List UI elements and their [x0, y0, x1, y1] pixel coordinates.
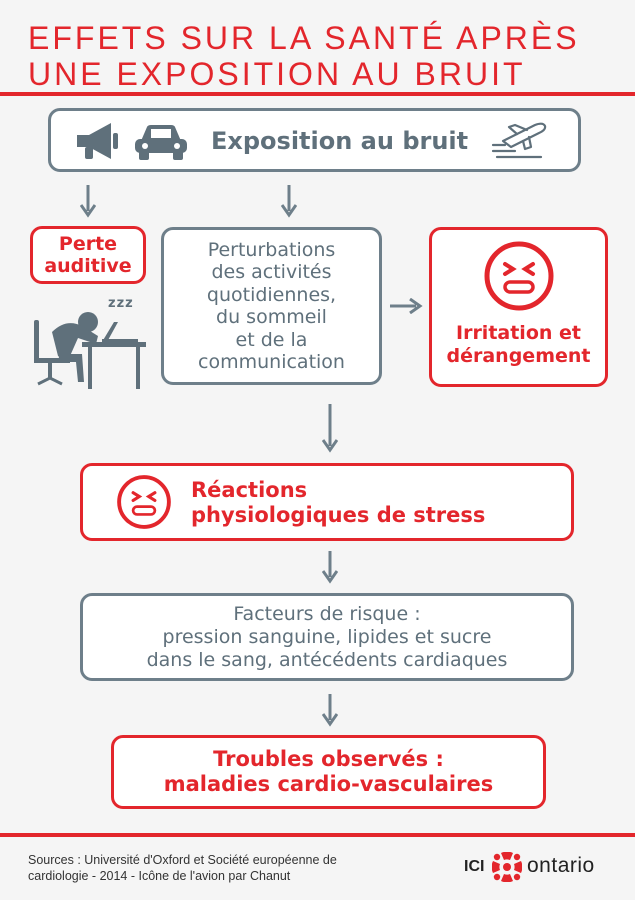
page-title: [28, 20, 580, 92]
arrow-to-stress: [322, 404, 338, 454]
risk-factors-box: Facteurs de risque : pression sanguine, lipides et sucre dans le sang, antécédents cardiaques: [80, 593, 574, 681]
disturbance-box: Perturbations des activités quotidiennes, du sommeil et de la communication: [161, 227, 382, 385]
exposure-box: [48, 108, 581, 172]
stress-label: Réactions physiologiques de stress: [191, 478, 486, 527]
logo-region: ontario: [527, 854, 595, 877]
car-icon: [133, 121, 189, 163]
footer-divider: [0, 833, 635, 837]
radio-canada-gem-icon: [492, 852, 522, 882]
arrow-to-hearing-loss: [80, 185, 96, 219]
annoyed-face-icon: [483, 240, 555, 312]
title-divider: [0, 92, 635, 96]
arrow-to-outcomes: [322, 694, 338, 728]
sleep-zzz: zzz: [108, 296, 134, 311]
stress-box: [80, 463, 574, 541]
logo-ici: ICI: [464, 858, 485, 875]
arrow-to-irritation: [390, 298, 424, 314]
airplane-icon: [489, 119, 549, 163]
megaphone-icon: [73, 119, 121, 163]
irritation-label: Irritation et dérangement: [446, 322, 591, 367]
title-line-1: EFFETS SUR LA SANTÉ APRÈS: [28, 20, 580, 56]
hearing-loss-box: Perte auditive: [30, 226, 146, 284]
outcomes-box: Troubles observés : maladies cardio-vasculaires: [111, 735, 546, 809]
arrow-to-disturbance: [281, 185, 297, 219]
arrow-to-risk-factors: [322, 551, 338, 585]
stressed-face-icon: [116, 474, 172, 530]
title-line-2: UNE EXPOSITION AU BRUIT: [28, 56, 526, 92]
sources-text: Sources : Université d'Oxford et Société européenne de cardiologie - 2014 - Icône de l'avion par Chanut: [28, 853, 337, 883]
exposure-label: Exposition au bruit: [211, 127, 469, 155]
irritation-box: [429, 227, 608, 387]
